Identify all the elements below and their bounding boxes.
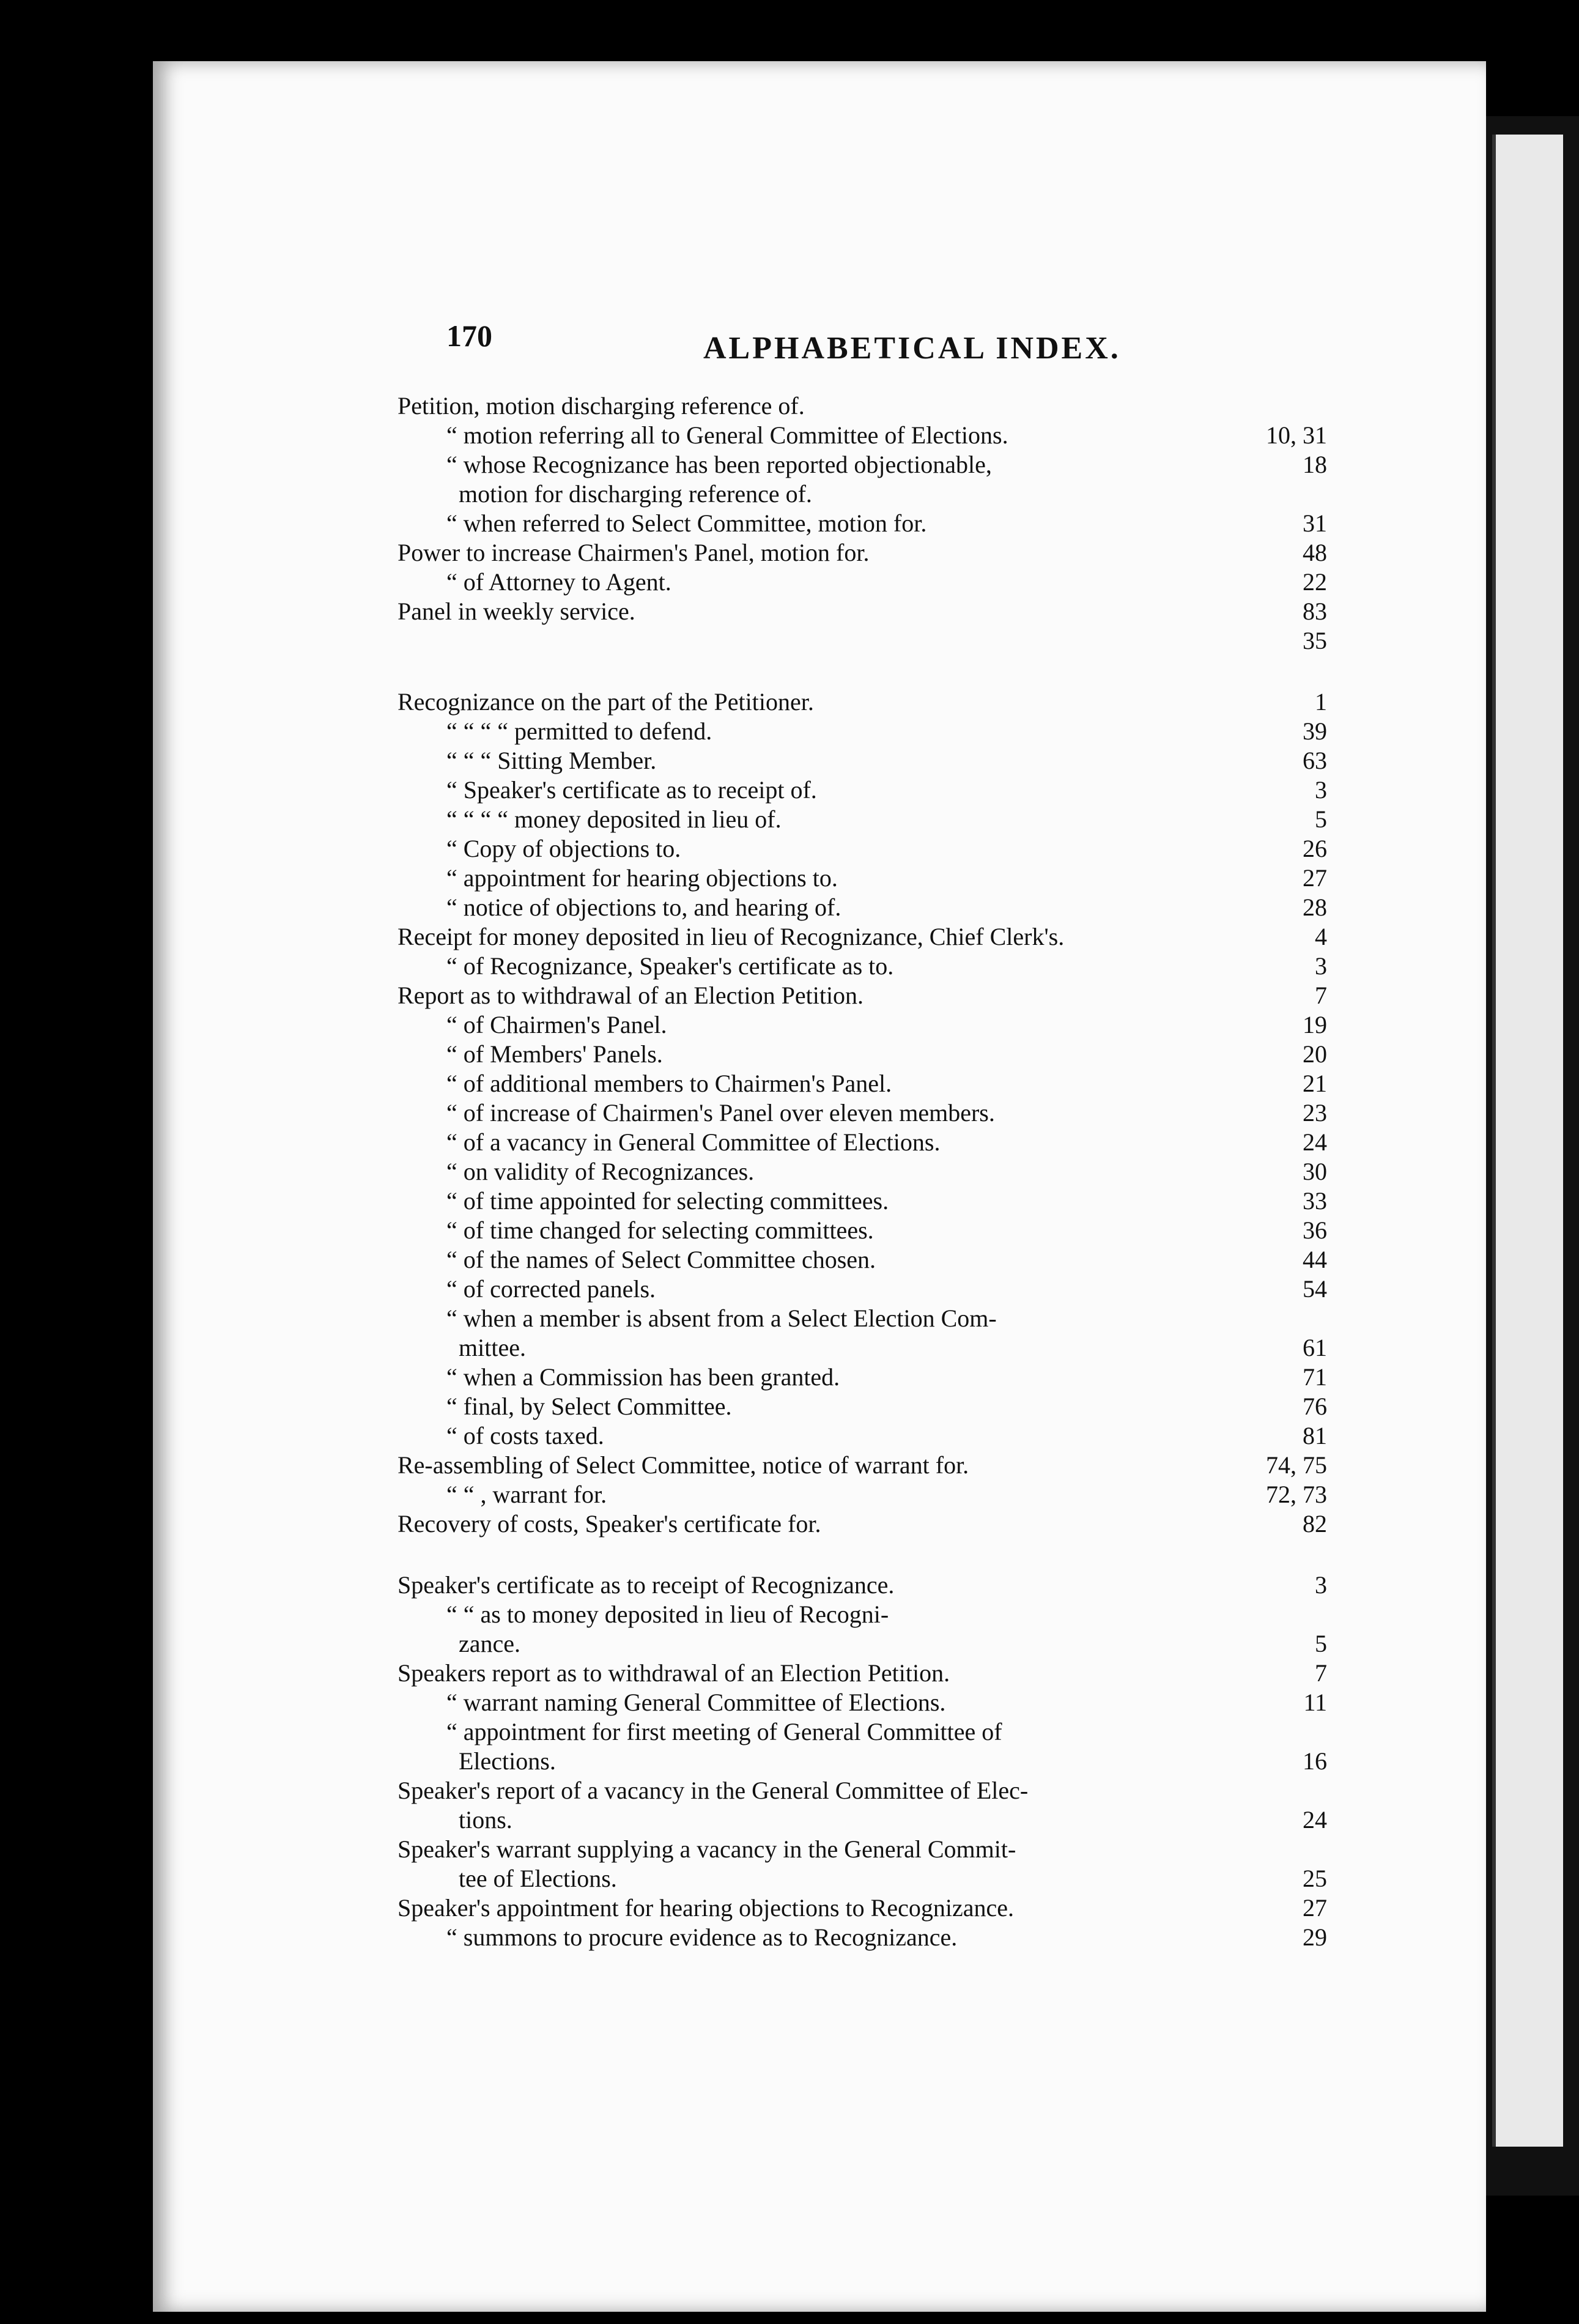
entry-page-ref: 11 — [1303, 1689, 1327, 1716]
entry-text: “ when a Commission has been granted. — [446, 1363, 840, 1391]
entry-text: “ motion referring all to General Committee of Elections. — [446, 421, 1008, 449]
entry-page-ref: 31 — [1303, 509, 1327, 537]
index-entry — [398, 1717, 1327, 1747]
entry-page-ref: 35 — [1303, 627, 1327, 654]
entry-page-ref: 22 — [1303, 568, 1327, 596]
index-entry — [398, 1010, 1327, 1040]
index-entry — [398, 1128, 1327, 1157]
index-entry — [398, 1040, 1327, 1069]
entry-page-ref: 1 — [1315, 688, 1327, 716]
entry-page-ref: 48 — [1303, 539, 1327, 566]
entry-text: “ of additional members to Chairmen's Panel. — [446, 1070, 892, 1097]
index-entry — [398, 952, 1327, 981]
entry-text: zance. — [459, 1630, 521, 1657]
entry-page-ref: 24 — [1303, 1128, 1327, 1156]
entry-page-ref: 27 — [1303, 1894, 1327, 1922]
index-entry — [398, 1069, 1327, 1098]
entry-page-ref: 76 — [1303, 1393, 1327, 1420]
index-entry — [398, 717, 1327, 746]
entry-text: “ Copy of objections to. — [446, 835, 681, 862]
index-entry — [398, 1333, 1327, 1363]
entry-page-ref: 39 — [1303, 717, 1327, 745]
entry-text: “ “ “ Sitting Member. — [446, 747, 657, 774]
entry-text: “ “ , warrant for. — [446, 1481, 607, 1508]
entry-page-ref: 4 — [1315, 923, 1327, 950]
entry-text: “ of costs taxed. — [446, 1422, 604, 1449]
entry-text: “ of time changed for selecting committees. — [446, 1216, 874, 1244]
page-number: 170 — [446, 319, 492, 353]
index-entry — [398, 1893, 1327, 1923]
index-entry — [398, 421, 1327, 450]
index-entry — [398, 479, 1327, 509]
entry-page-ref: 81 — [1303, 1422, 1327, 1449]
index-entry — [398, 1571, 1327, 1600]
entry-page-ref: 29 — [1303, 1923, 1327, 1951]
index-entry — [398, 1805, 1327, 1835]
entry-page-ref: 18 — [1303, 451, 1327, 478]
index-entry — [398, 1835, 1327, 1864]
index-entry — [398, 805, 1327, 834]
entry-text: “ final, by Select Committee. — [446, 1393, 732, 1420]
index-entry — [398, 1480, 1327, 1509]
entry-text: Recovery of costs, Speaker's certificate for. — [398, 1510, 821, 1538]
entry-text: tions. — [459, 1806, 512, 1834]
entry-text: “ when referred to Select Committee, motion for. — [446, 509, 927, 537]
entry-page-ref: 20 — [1303, 1040, 1327, 1068]
entry-text: Speakers report as to withdrawal of an Election Petition. — [398, 1659, 950, 1687]
entry-text: “ whose Recognizance has been reported objectionable, — [446, 451, 992, 478]
page-header — [446, 318, 1303, 373]
index-entry — [398, 981, 1327, 1010]
entry-page-ref: 3 — [1315, 776, 1327, 804]
entry-text: “ of Chairmen's Panel. — [446, 1011, 667, 1038]
index-entry — [398, 626, 1327, 656]
entry-page-ref: 82 — [1303, 1510, 1327, 1538]
index-entry — [398, 568, 1327, 597]
entry-text: Re-assembling of Select Committee, notice of warrant for. — [398, 1451, 969, 1479]
entry-page-ref: 3 — [1315, 952, 1327, 980]
entry-text: “ when a member is absent from a Select Election Com- — [446, 1304, 997, 1332]
entry-text: “ “ as to money deposited in lieu of Recogni- — [446, 1601, 889, 1628]
entry-text: “ “ “ “ permitted to defend. — [446, 717, 712, 745]
entry-page-ref: 19 — [1303, 1011, 1327, 1038]
index-entry — [398, 893, 1327, 922]
entry-text: motion for discharging reference of. — [459, 480, 812, 508]
entry-page-ref: 63 — [1303, 747, 1327, 774]
entry-text: Power to increase Chairmen's Panel, motion for. — [398, 539, 870, 566]
index-entry — [398, 450, 1327, 479]
index-entry — [398, 1186, 1327, 1216]
entry-text: Receipt for money deposited in lieu of Recognizance, Chief Clerk's. — [398, 923, 1065, 950]
entry-page-ref: 23 — [1303, 1099, 1327, 1127]
entry-text: Elections. — [459, 1747, 556, 1775]
entry-text: “ of corrected panels. — [446, 1275, 656, 1303]
entry-page-ref: 54 — [1303, 1275, 1327, 1303]
index-entry — [398, 509, 1327, 538]
entry-page-ref: 26 — [1303, 835, 1327, 862]
entry-page-ref: 25 — [1303, 1865, 1327, 1892]
index-entry — [398, 1304, 1327, 1333]
index-entry — [398, 1629, 1327, 1659]
index-entry — [398, 1275, 1327, 1304]
index-entry — [398, 538, 1327, 568]
index-entry — [398, 1216, 1327, 1245]
entry-text: Speaker's report of a vacancy in the General Committee of Elec- — [398, 1777, 1029, 1804]
entry-text: “ of time appointed for selecting committees. — [446, 1187, 889, 1215]
entry-page-ref: 24 — [1303, 1806, 1327, 1834]
entry-page-ref: 61 — [1303, 1334, 1327, 1361]
entry-page-ref: 74, 75 — [1266, 1451, 1327, 1479]
entry-page-ref: 27 — [1303, 864, 1327, 892]
entry-page-ref: 16 — [1303, 1747, 1327, 1775]
running-title: ALPHABETICAL INDEX. — [703, 331, 1121, 366]
index-entry — [398, 834, 1327, 864]
entry-text: Report as to withdrawal of an Election Petition. — [398, 982, 864, 1009]
entry-page-ref: 83 — [1303, 598, 1327, 625]
index-entry — [398, 1157, 1327, 1186]
index-entry — [398, 1509, 1327, 1539]
entry-page-ref: 5 — [1315, 805, 1327, 833]
index-entry — [398, 1600, 1327, 1629]
entry-page-ref: 72, 73 — [1266, 1481, 1327, 1508]
entry-text: Panel in weekly service. — [398, 598, 635, 625]
index-entry — [398, 687, 1327, 717]
entry-page-ref: 44 — [1303, 1246, 1327, 1273]
entry-page-ref: 3 — [1315, 1571, 1327, 1599]
entry-text: “ on validity of Recognizances. — [446, 1158, 755, 1185]
index-entries — [398, 391, 1327, 1984]
entry-page-ref: 7 — [1315, 1659, 1327, 1687]
entry-text: Speaker's warrant supplying a vacancy in the General Commit- — [398, 1835, 1016, 1863]
entry-page-ref: 30 — [1303, 1158, 1327, 1185]
entry-text: “ of Attorney to Agent. — [446, 568, 671, 596]
index-entry — [398, 391, 1327, 421]
entry-page-ref: 36 — [1303, 1216, 1327, 1244]
entry-page-ref: 28 — [1303, 894, 1327, 921]
index-entry — [398, 1864, 1327, 1893]
entry-text: “ warrant naming General Committee of Elections. — [446, 1689, 946, 1716]
entry-text: mittee. — [459, 1334, 526, 1361]
entry-text: tee of Elections. — [459, 1865, 617, 1892]
index-entry — [398, 1245, 1327, 1275]
index-entry — [398, 1421, 1327, 1451]
entry-page-ref: 10, 31 — [1266, 421, 1327, 449]
index-entry — [398, 1098, 1327, 1128]
entry-text: “ of the names of Select Committee chosen. — [446, 1246, 876, 1273]
index-entry — [398, 1776, 1327, 1805]
index-entry — [398, 1659, 1327, 1688]
entry-text: “ appointment for first meeting of General Committee of — [446, 1718, 1002, 1745]
entry-text: Petition, motion discharging reference of. — [398, 392, 805, 420]
index-entry — [398, 1392, 1327, 1421]
facing-page-sheet — [1492, 135, 1563, 2147]
entry-text: “ appointment for hearing objections to. — [446, 864, 838, 892]
index-group — [398, 687, 1327, 1539]
entry-text: Speaker's appointment for hearing objections to Recognizance. — [398, 1894, 1014, 1922]
entry-text: “ of a vacancy in General Committee of Elections. — [446, 1128, 941, 1156]
index-entry — [398, 1363, 1327, 1392]
entry-text: “ “ “ “ money deposited in lieu of. — [446, 805, 782, 833]
entry-text: “ of Recognizance, Speaker's certificate as to. — [446, 952, 894, 980]
index-entry — [398, 864, 1327, 893]
index-entry — [398, 1688, 1327, 1717]
entry-page-ref: 5 — [1315, 1630, 1327, 1657]
entry-text: “ summons to procure evidence as to Recognizance. — [446, 1923, 958, 1951]
index-entry — [398, 1923, 1327, 1952]
entry-text: “ of increase of Chairmen's Panel over eleven members. — [446, 1099, 995, 1127]
entry-page-ref: 7 — [1315, 982, 1327, 1009]
index-group — [398, 1571, 1327, 1952]
entry-text: “ notice of objections to, and hearing of. — [446, 894, 841, 921]
index-group — [398, 391, 1327, 656]
index-entry — [398, 1747, 1327, 1776]
index-entry — [398, 746, 1327, 775]
index-entry — [398, 775, 1327, 805]
entry-text: Recognizance on the part of the Petitioner. — [398, 688, 814, 716]
entry-text: Speaker's certificate as to receipt of Recognizance. — [398, 1571, 895, 1599]
entry-text: “ Speaker's certificate as to receipt of. — [446, 776, 817, 804]
entry-text: “ of Members' Panels. — [446, 1040, 663, 1068]
entry-page-ref: 21 — [1303, 1070, 1327, 1097]
index-entry — [398, 922, 1327, 952]
entry-page-ref: 71 — [1303, 1363, 1327, 1391]
index-entry — [398, 597, 1327, 626]
entry-page-ref: 33 — [1303, 1187, 1327, 1215]
index-entry — [398, 1451, 1327, 1480]
